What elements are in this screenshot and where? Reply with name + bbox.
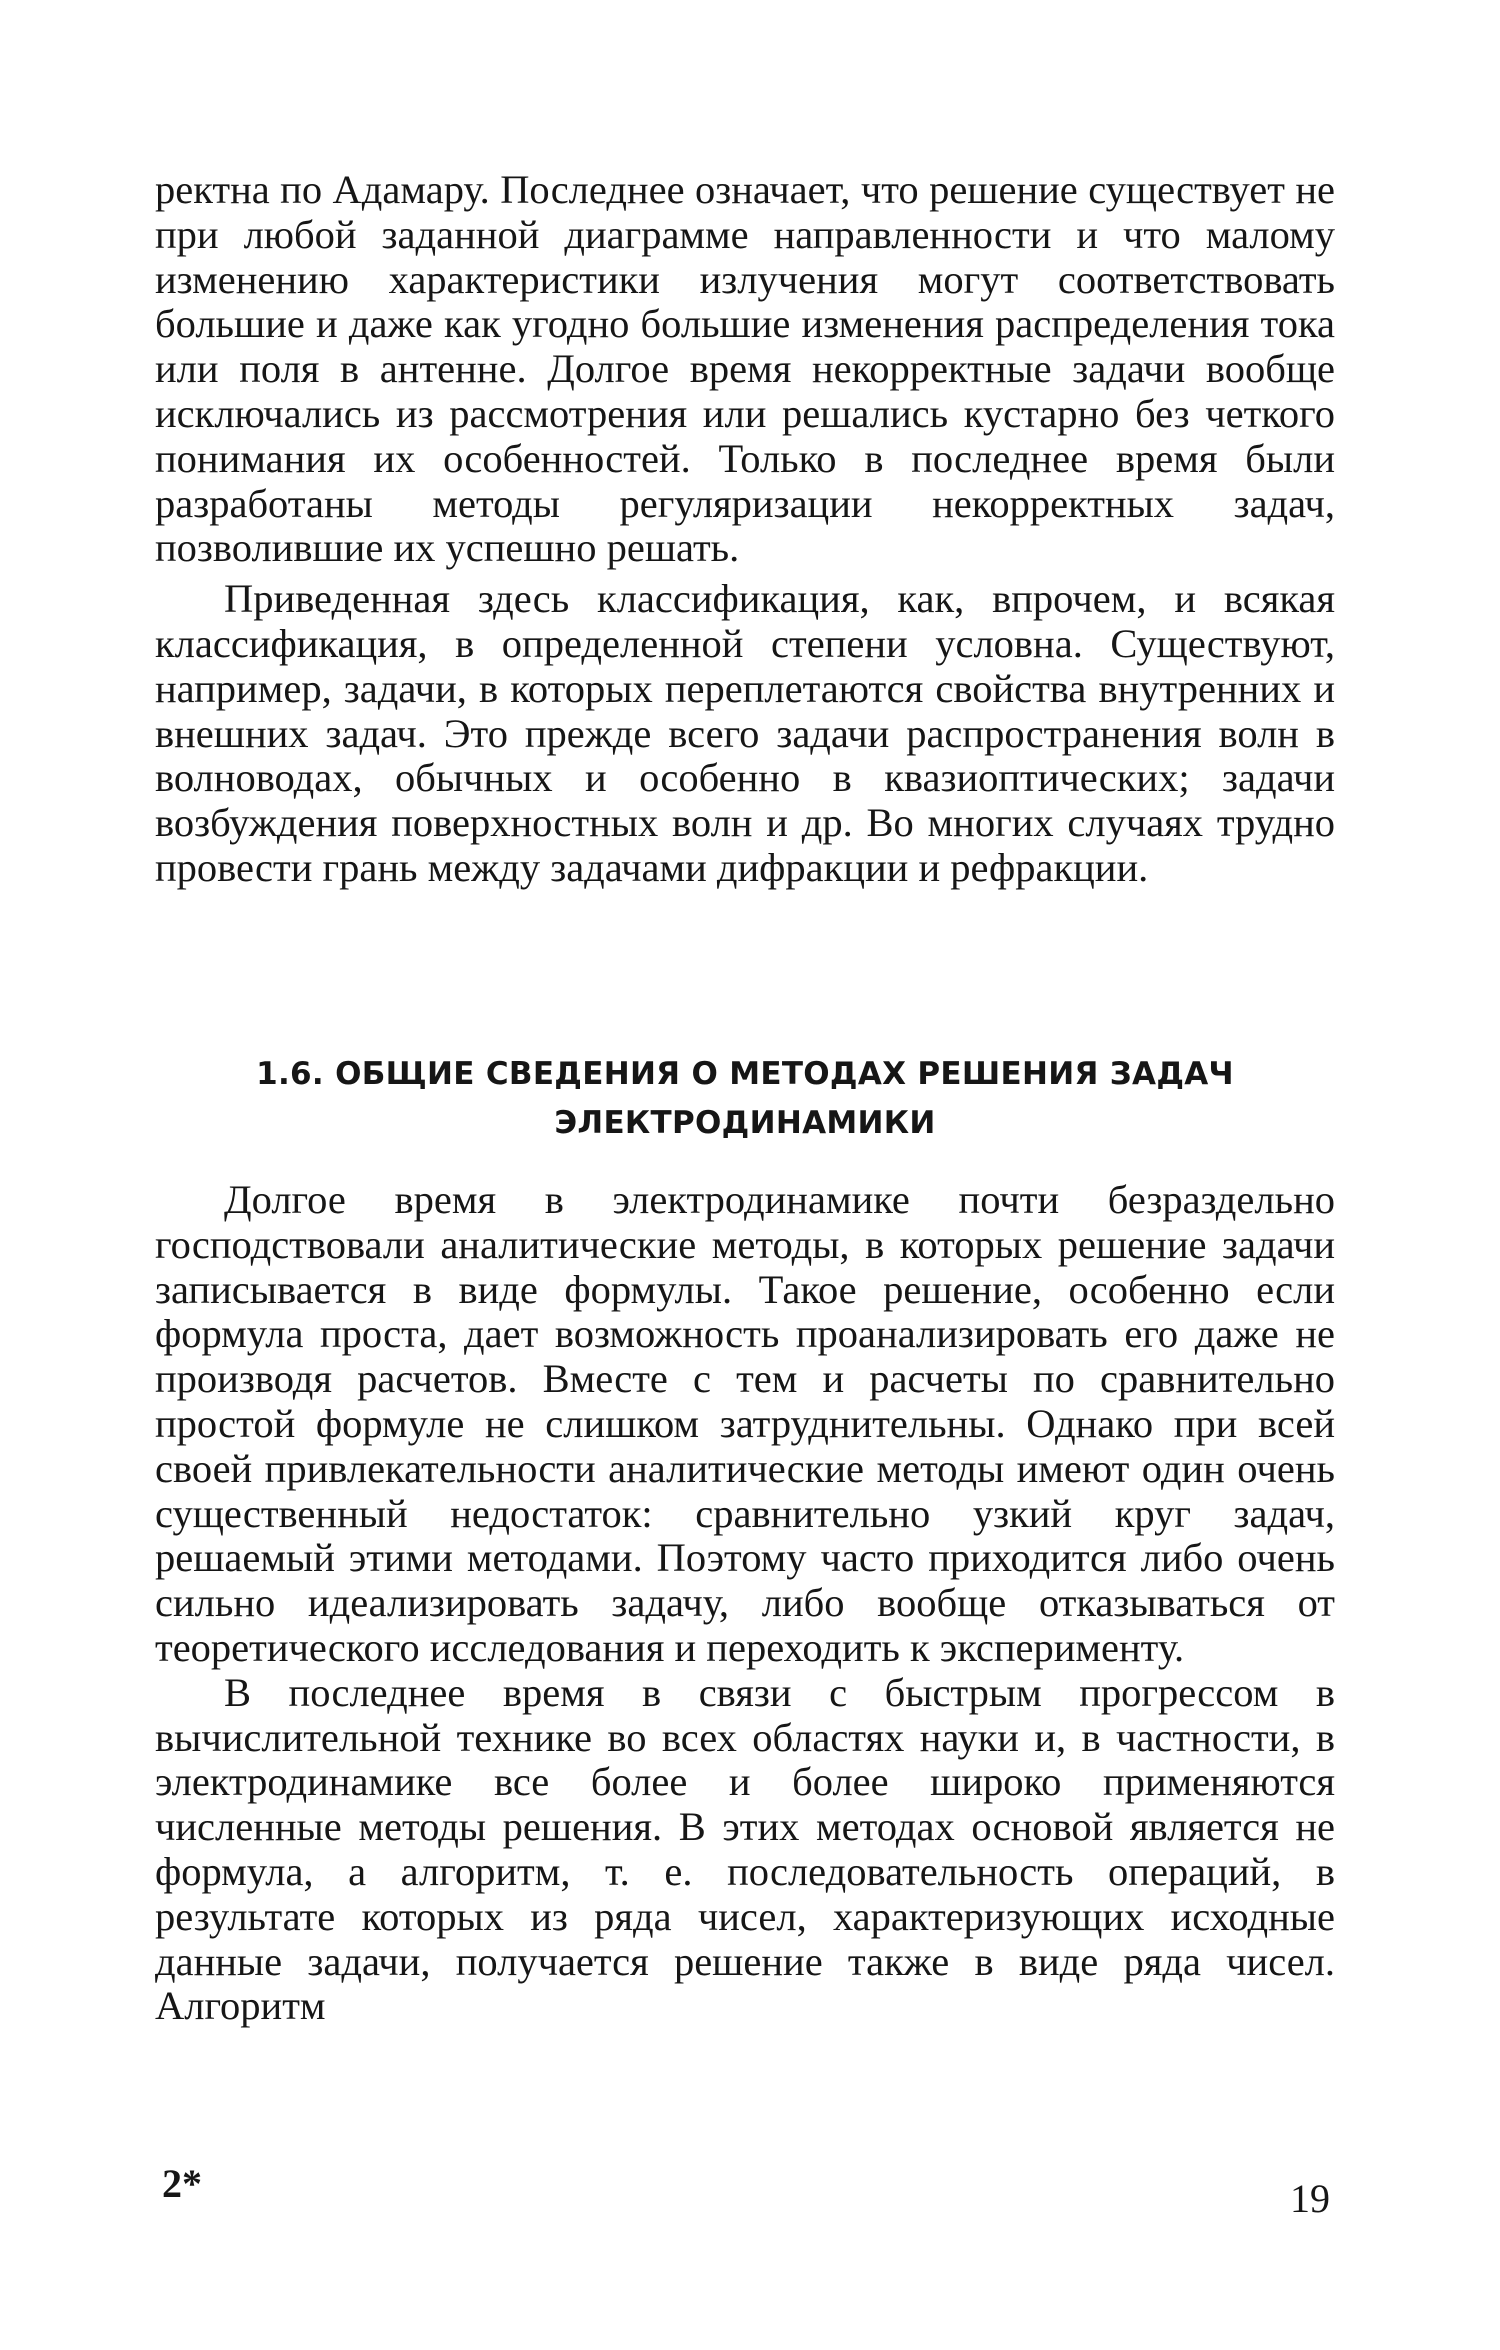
signature-mark: 2* bbox=[162, 2161, 202, 2206]
section-1 bbox=[155, 168, 1335, 891]
paragraph-analytical-methods: Долгое время в электродинамике почти безраздельно господствовали аналитические методы, в которых решение задачи записывается в виде формулы. Такое решение, особенно если формула проста, дает возможность проанализировать его даже не производя расчетов. Вместе с тем и расчеты по сравнительно простой формуле не слишком затруднительны. Однако при всей своей привлекательности аналитические методы имеют один очень существенный недостаток: сравнительно узкий круг задач, решаемый этими методами. Поэтому часто приходится либо очень сильно идеализировать задачу, либо вообще отказываться от теоретического исследования и переходить к эксперименту. bbox=[155, 1177, 1335, 1670]
section-heading-line-1: 1.6. ОБЩИЕ СВЕДЕНИЯ О МЕТОДАХ РЕШЕНИЯ ЗАДАЧ bbox=[256, 1056, 1234, 1092]
section-2 bbox=[155, 1178, 1335, 2029]
paragraph-numerical-methods: В последнее время в связи с быстрым прогрессом в вычислительной технике во всех областях науки и, в частности, в электродинамике все более и более широко применяются численные методы решения. В этих методах основой является не формула, а алгоритм, т. е. последовательность операций, в результате которых из ряда чисел, характеризующих исходные данные задачи, получается решение также в виде ряда чисел. Алгоритм bbox=[155, 1669, 1335, 2029]
page-number: 19 bbox=[1290, 2176, 1330, 2221]
paragraph-classification: Приведенная здесь классификация, как, впрочем, и всякая классификация, в определенной степени условна. Существуют, например, задачи, в которых переплетаются свойства внутренних и внешних задач. Это прежде всего задачи распространения волн в волноводах, обычных и особенно в квазиоптических; задачи возбуждения поверхностных волн и др. Во многих случаях трудно провести грань между задачами дифракции и рефракции. bbox=[155, 576, 1335, 890]
section-heading-line-2: ЭЛЕКТРОДИНАМИКИ bbox=[554, 1105, 936, 1141]
paragraph-continuation: ректна по Адамару. Последнее означает, что решение существует не при любой заданной диаграмме направленности и что малому изменению характеристики излучения могут соответствовать большие и даже как угодно большие изменения распределения тока или поля в антенне. Долгое время некорректные задачи вообще исключались из рассмотрения или решались кустарно без четкого понимания их особенностей. Только в последнее время были разработаны методы регуляризации некорректных задач, позволившие их успешно решать. bbox=[155, 167, 1335, 571]
section-heading bbox=[155, 1050, 1335, 1148]
